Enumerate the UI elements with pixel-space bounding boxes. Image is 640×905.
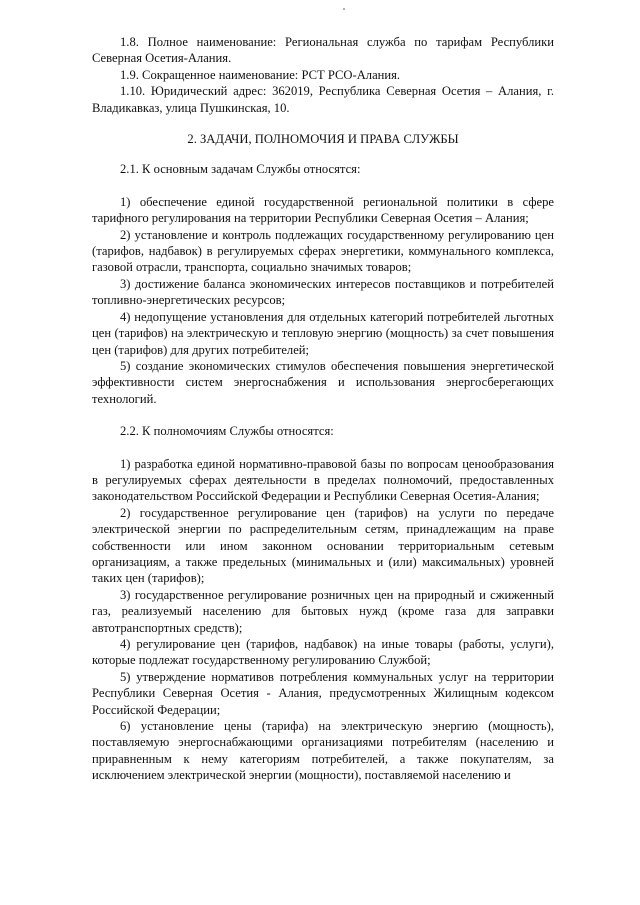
clause-1-8: 1.8. Полное наименование: Региональная служба по тарифам Республики Северная Осетия-Алания. — [92, 35, 554, 66]
power-item-6: 6) установление цены (тарифа) на электрическую энергию (мощность), поставляемую энергоснабжающими организациями потребителям (населению и приравненным к нему категориям потребителей, а также покупателям, за исключением электрической энергии (мощности), поставляемой населению и — [92, 719, 554, 783]
task-item-2: 2) установление и контроль подлежащих государственному регулированию цен (тарифов, надбавок) в регулируемых сферах энергетики, коммунального комплекса, газовой отрасли, транспорта, социально значимых товаров; — [92, 227, 554, 275]
section-title: 2. ЗАДАЧИ, ПОЛНОМОЧИЯ И ПРАВА СЛУЖБЫ — [187, 132, 459, 147]
document-page — [92, 34, 554, 784]
power-item-3: 3) государственное регулирование розничных цен на природный и сжиженный газ, реализуемый населению для бытовых нужд (кроме газа для заправки автотранспортных средств); — [92, 587, 554, 635]
scan-speck — [343, 8, 345, 10]
power-item-1: 1) разработка единой нормативно-правовой базы по вопросам ценообразования в регулируемых сферах деятельности в пределах полномочий, предоставленных законодательством Российской Федерации и Республики Северная Осетия-Алания; — [92, 456, 554, 504]
task-item-1: 1) обеспечение единой государственной региональной политики в сфере тарифного регулирования на территории Республики Северная Осетия – Алания; — [92, 194, 554, 226]
powers-lead: 2.2. К полномочиям Службы относятся: — [120, 424, 334, 439]
task-item-4: 4) недопущение установления для отдельных категорий потребителей льготных цен (тарифов) на электрическую и тепловую энергию (мощность) за счет повышения цен (тарифов) для других потребителей; — [92, 309, 554, 357]
power-item-4: 4) регулирование цен (тарифов, надбавок) на иные товары (работы, услуги), которые подлежат государственному регулированию Службой; — [92, 637, 554, 668]
task-item-3: 3) достижение баланса экономических интересов поставщиков и потребителей топливно-энергетических ресурсов; — [92, 276, 554, 308]
power-item-5: 5) утверждение нормативов потребления коммунальных услуг на территории Республики Северная Осетия - Алания, предусмотренных Жилищным кодексом Российской Федерации; — [92, 669, 554, 717]
power-item-2: 2) государственное регулирование цен (тарифов) на услуги по передаче электрической энергии по распределительным сетям, принадлежащим на праве собственности или ином законном основании территориальным сетевым организациям, а также предельных (минимальных и (или) максимальных) уровней таких цен (тарифов); — [92, 505, 554, 586]
tasks-lead: 2.1. К основным задачам Службы относятся: — [120, 162, 361, 177]
task-item-5: 5) создание экономических стимулов обеспечения повышения энергетической эффективности систем энергоснабжения и использования энергосберегающих технологий. — [92, 358, 554, 406]
clause-1-9: 1.9. Сокращенное наименование: РСТ РСО-Алания. — [120, 67, 401, 82]
clause-1-10: 1.10. Юридический адрес: 362019, Республика Северная Осетия – Алания, г. Владикавказ, улица Пушкинская, 10. — [92, 84, 554, 115]
